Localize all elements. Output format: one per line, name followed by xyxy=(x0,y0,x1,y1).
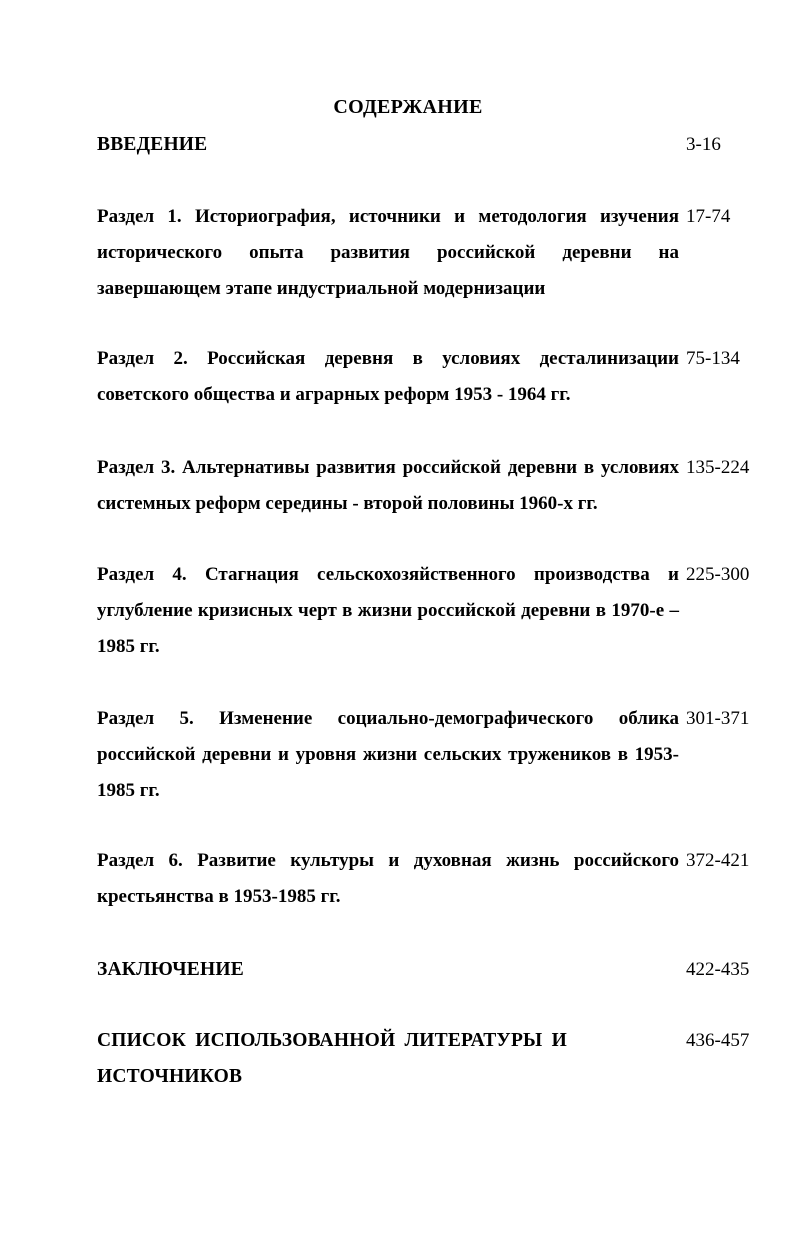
toc-entry-label: Раздел 3. Альтернативы развития российской деревни в условиях системных реформ середины - второй половины 1960-х гг. xyxy=(97,457,679,514)
toc-entry-pages: 3-16 xyxy=(686,134,721,155)
toc-entry-pages: 17-74 xyxy=(686,206,731,227)
toc-entry-label: ЗАКЛЮЧЕНИЕ xyxy=(97,959,244,980)
toc-entry-conclusion xyxy=(97,952,750,988)
toc-entry-pages: 75-134 xyxy=(686,348,740,369)
toc-entry-pages: 301-371 xyxy=(686,708,750,729)
toc-entry-pages: 135-224 xyxy=(686,457,750,478)
toc-entry-label: Раздел 2. Российская деревня в условиях десталинизации советского общества и аграрных реформ 1953 - 1964 гг. xyxy=(97,348,679,405)
toc-entry-section-5 xyxy=(97,701,750,809)
toc-entry-introduction xyxy=(97,127,721,163)
toc-entry-label: СПИСОК ИСПОЛЬЗОВАННОЙ ЛИТЕРАТУРЫ И ИСТОЧНИКОВ xyxy=(97,1030,567,1087)
toc-entry-section-6 xyxy=(97,843,750,915)
toc-entry-pages: 372-421 xyxy=(686,850,750,871)
toc-entry-pages: 436-457 xyxy=(686,1030,750,1051)
toc-entry-label: Раздел 6. Развитие культуры и духовная жизнь российского крестьянства в 1953-1985 гг. xyxy=(97,850,679,907)
toc-entry-label: Раздел 1. Историография, источники и методология изучения исторического опыта развития российской деревни на завершающем этапе индустриальной модернизации xyxy=(97,206,679,299)
toc-entry-pages: 225-300 xyxy=(686,564,750,585)
toc-entry-section-4 xyxy=(97,557,750,665)
toc-entry-section-2 xyxy=(97,341,740,413)
page-title: СОДЕРЖАНИЕ xyxy=(333,96,483,118)
toc-entry-bibliography xyxy=(97,1023,750,1095)
toc-entry-section-3 xyxy=(97,450,750,522)
toc-entry-label: ВВЕДЕНИЕ xyxy=(97,134,208,155)
toc-entry-pages: 422-435 xyxy=(686,959,750,980)
toc-entry-label: Раздел 5. Изменение социально-демографического облика российской деревни и уровня жизни сельских тружеников в 1953-1985 гг. xyxy=(97,708,679,801)
toc-entry-label: Раздел 4. Стагнация сельскохозяйственного производства и углубление кризисных черт в жизни российской деревни в 1970-е – 1985 гг. xyxy=(97,564,679,657)
toc-entry-section-1 xyxy=(97,199,731,307)
